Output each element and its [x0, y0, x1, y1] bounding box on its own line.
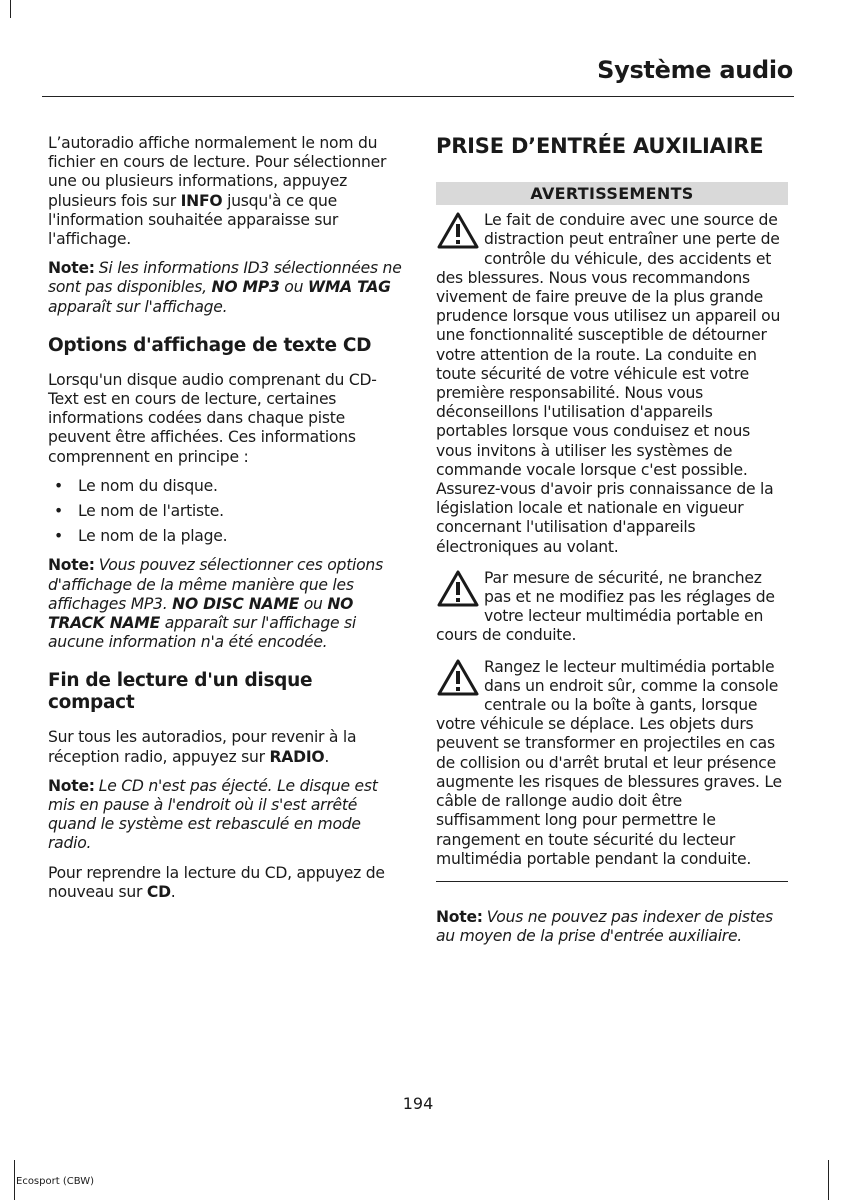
left-column — [48, 134, 402, 912]
cd-key: CD — [146, 882, 171, 901]
radio-paragraph — [48, 728, 402, 766]
list-item: • Le nom de la plage. — [48, 527, 402, 546]
warning-block — [436, 658, 788, 869]
note-label: Note: — [48, 556, 95, 575]
resume-cd-paragraph — [48, 864, 402, 902]
crop-mark-top-left — [10, 0, 11, 18]
note-text: Vous ne pouvez pas indexer de pistes au moyen de la prise d'entrée auxiliaire. — [436, 907, 773, 946]
note-aux-index — [436, 908, 788, 946]
crop-mark-bottom-left — [14, 1160, 15, 1200]
warning-block — [436, 569, 788, 646]
note-text: apparaît sur l'affichage. — [48, 297, 228, 316]
footer-model: Ecosport (CBW) — [16, 1176, 94, 1187]
note-emph: WMA TAG — [307, 278, 391, 297]
header-divider — [42, 96, 794, 97]
note-text: apparaît sur l'affichage si aucune information n'a été encodée. — [48, 614, 357, 652]
warning-text: Le fait de conduire avec une source de distraction peut entraîner une perte de contrôle du véhicule, des accidents et des blessures. Nous vous recommandons vivement de faire preuve de la plus grande prudence lorsque vous utilisez un appareil ou une fonctionnalité susceptible de détourner votre attention de la route. La conduite en toute sécurité de votre véhicule est votre première responsabilité. Nous vous déconseillons l'utilisation d'appareils portables lorsque vous conduisez et nous vous invitons à utiliser les systèmes de commande vocale lorsque c'est possible. Assurez-vous d'avoir pris connaissance de la législation locale et nationale en vigueur concernant l'utilisation d'appareils électroniques au volant. — [436, 211, 781, 556]
intro-text-end: jusqu'à ce que l'information souhaitée apparaisse sur l'affichage. — [48, 191, 339, 249]
note-emph: NO TRACK NAME — [48, 594, 354, 633]
note-text: ou — [299, 594, 328, 613]
note-text: ou — [279, 278, 308, 297]
page-number: 194 — [402, 1094, 434, 1113]
radio-text-end: . — [324, 747, 330, 766]
page-header-title: Système audio — [597, 56, 793, 84]
right-column — [436, 134, 788, 956]
cd-text-paragraph: Lorsqu'un disque audio comprenant du CD-Text est en cours de lecture, certaines informations codées dans chaque piste peuvent être affichées. Ces informations comprennent en principe : — [48, 370, 377, 466]
warning-triangle-icon — [436, 569, 482, 621]
note-emph: NO MP3 — [211, 278, 280, 297]
list-item: • Le nom de l'artiste. — [48, 502, 402, 521]
radio-text: Sur tous les autoradios, pour revenir à la réception radio, appuyez sur — [48, 728, 357, 766]
resume-text: Pour reprendre la lecture du CD, appuyez de nouveau sur — [48, 863, 385, 901]
warnings-end-divider — [436, 881, 788, 882]
note-label: Note: — [48, 776, 95, 795]
list-item: • Le nom du disque. — [48, 477, 402, 496]
note-emph: NO DISC NAME — [172, 594, 300, 613]
heading-aux-input: PRISE D’ENTRÉE AUXILIAIRE — [436, 134, 764, 158]
note-cd-text — [48, 556, 402, 652]
warning-triangle-icon — [436, 658, 482, 710]
crop-mark-bottom-right — [828, 1160, 829, 1200]
resume-text-end: . — [170, 882, 176, 901]
warnings-title: AVERTISSEMENTS — [436, 182, 788, 205]
intro-paragraph — [48, 134, 402, 249]
cd-text-list — [48, 477, 402, 547]
note-label: Note: — [48, 259, 95, 278]
warning-text: Par mesure de sécurité, ne branchez pas et ne modifiez pas les réglages de votre lecteur multimédia portable en cours de conduite. — [436, 568, 775, 645]
heading-cd-text-options: Options d'affichage de texte CD — [48, 334, 372, 356]
note-label: Note: — [436, 907, 483, 926]
radio-key: RADIO — [269, 747, 325, 766]
heading-end-of-cd: Fin de lecture d'un disque compact — [48, 670, 313, 714]
warning-text: Rangez le lecteur multimédia portable dans un endroit sûr, comme la console centrale ou la boîte à gants, lorsque votre véhicule se déplace. Les objets durs peuvent se transformer en projectiles en cas de collision ou d'arrêt brutal et leur présence augmente les risques de blessures graves. Le câble de rallonge audio doit être suffisamment long pour permettre le rangement en toute sécurité du lecteur multimédia portable pendant la conduite. — [436, 657, 782, 868]
note-text: Le CD n'est pas éjecté. Le disque est mis en pause à l'endroit où il s'est arrêté quand le système est rebasculé en mode radio. — [48, 776, 378, 853]
note-text: Vous pouvez sélectionner ces options d'affichage de la même manière que les affichages MP3. — [48, 556, 383, 613]
note-id3 — [48, 259, 402, 317]
warning-triangle-icon — [436, 211, 482, 263]
intro-info-key: INFO — [180, 191, 223, 210]
intro-text: L’autoradio affiche normalement le nom du fichier en cours de lecture. Pour sélectionner une ou plusieurs informations, appuyez plusieurs fois sur — [48, 134, 387, 210]
note-cd-pause — [48, 777, 402, 854]
warning-block — [436, 211, 788, 557]
note-text: Si les informations ID3 sélectionnées ne sont pas disponibles, — [48, 259, 402, 297]
